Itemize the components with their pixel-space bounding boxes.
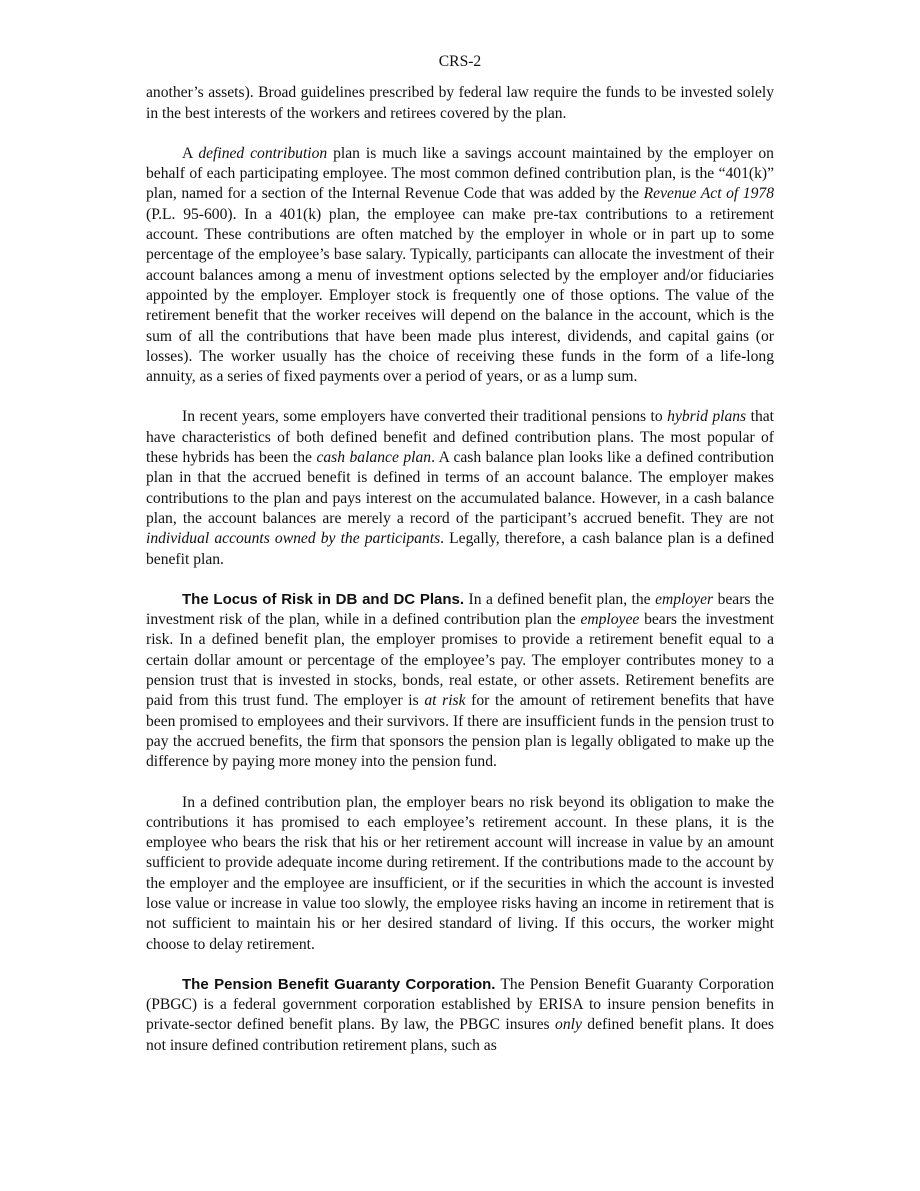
text-run: bears the investment risk. In a defined benefit plan, the employer promises to provide a retirement benefit equal to a certain dollar amount or percentage of the employee’s pay. The employer contributes money to a pension trust that is invested in stocks, bonds, real estate, or other assets. Retirement benefits are paid from this trust fund. The employer is — [146, 611, 775, 710]
text-run: In a defined benefit plan, the — [464, 590, 656, 608]
paragraph-1 — [146, 83, 774, 124]
text-run: that have characteristics of both defined benefit and defined contribution plans. The most popular of these hybrids has been the — [146, 408, 774, 467]
italic-term: Revenue Act of 1978 — [643, 185, 774, 203]
text-run: . Legally, therefore, a cash balance plan is a defined benefit plan. — [146, 530, 774, 568]
text-run: (P.L. 95-600). In a 401(k) plan, the employee can make pre-tax contributions to a retirement account. These contributions are often matched by the employer in whole or in part up to some percentage of the employee’s base salary. Typically, participants can allocate the investment of their account balances among a menu of investment options selected by the employer and/or fiduciaries appointed by the employer. Employer stock is frequently one of those options. The value of the retirement benefit that the worker receives will depend on the balance in the account, which is the sum of all the contributions that have been made plus interest, dividends, and capital gains (or losses). The worker usually has the choice of receiving these funds in the form of a life-long annuity, as a series of fixed payments over a period of years, or as a lump sum. — [146, 205, 774, 386]
document-page — [146, 52, 774, 1056]
italic-term: hybrid plans — [667, 408, 747, 426]
italic-term: employer — [655, 590, 714, 608]
paragraph-locus-of-risk — [146, 590, 774, 773]
text-run: bears the investment risk of the plan, while in a defined contribution plan the — [146, 590, 774, 629]
paragraph-hybrid-plans — [146, 407, 774, 569]
section-heading-pbgc: The Pension Benefit Guaranty Corporation. — [182, 975, 496, 993]
paragraph-pbgc — [146, 975, 774, 1056]
text-run: . A cash balance plan looks like a defined contribution plan in that the accrued benefit is defined in terms of an account balance. The employer makes contributions to the plan and pays interest on the accumulated balance. However, in a cash balance plan, the account balances are merely a record of the participant’s accrued benefit. They are not — [146, 449, 774, 527]
italic-term: at risk — [424, 692, 466, 710]
paragraph-dc-risk-text: In a defined contribution plan, the employer bears no risk beyond its obligation to make the contributions it has promised to each employee’s retirement account. In these plans, it is the employee who bears the risk that his or her retirement account will increase in value by an amount sufficient to provide adequate income during retirement. If the contributions made to the account by the employer and the employee are insufficient, or if the securities in which the account is invested lose value or increase in value too slowly, the employee risks having an income in retirement that is not sufficient to maintain his or her desired standard of living. If this occurs, the worker might choose to delay retirement. — [146, 793, 774, 953]
paragraph-dc-risk — [146, 793, 774, 955]
italic-term: defined contribution — [198, 144, 328, 162]
text-run: plan is much like a savings account maintained by the employer on behalf of each participating employee. The most common defined contribution plan, is the “401(k)” plan, named for a section of the Internal Revenue Code that was added by the — [146, 144, 774, 203]
page-header: CRS-2 — [438, 53, 482, 70]
text-run: The Pension Benefit Guaranty Corporation (PBGC) is a federal government corporation established by ERISA to insure pension benefits in private-sector defined benefit plans. By law, the PBGC insures — [146, 975, 774, 1034]
italic-term: only — [555, 1016, 582, 1034]
italic-term: employee — [580, 611, 640, 629]
text-run: defined benefit plans. It does not insure defined contribution retirement plans, such as — [146, 1016, 774, 1054]
text-run: In recent years, some employers have converted their traditional pensions to — [182, 408, 668, 426]
italic-term: individual accounts owned by the participants — [146, 530, 441, 548]
italic-term: cash balance plan — [316, 449, 432, 467]
text-run: A — [182, 144, 199, 162]
section-heading-locus-of-risk: The Locus of Risk in DB and DC Plans. — [182, 590, 465, 608]
text-run: for the amount of retirement benefits that have been promised to employees and their survivors. If there are insufficient funds in the pension trust to pay the accrued benefits, the firm that sponsors the pension plan is legally obligated to make up the difference by paying more money into the pension fund. — [146, 692, 774, 771]
paragraph-1-text: another’s assets). Broad guidelines prescribed by federal law require the funds to be invested solely in the best interests of the workers and retirees covered by the plan. — [146, 84, 774, 122]
paragraph-defined-contribution — [146, 144, 774, 388]
